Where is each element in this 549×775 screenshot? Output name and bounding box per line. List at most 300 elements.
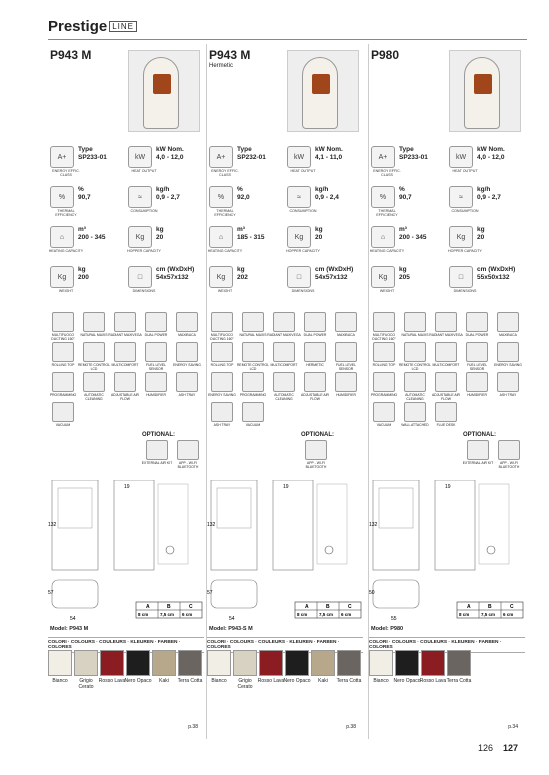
spec-caption: HEATING CAPACITY bbox=[207, 249, 243, 253]
hop-icon: Kg bbox=[449, 226, 473, 248]
feature-label: HUMIDIFIER bbox=[146, 393, 166, 397]
spec-label: m³ bbox=[78, 226, 86, 233]
spec-value: 92,0 bbox=[237, 193, 250, 201]
spec-type bbox=[369, 146, 447, 184]
feature-item bbox=[172, 312, 202, 342]
spec-type bbox=[48, 146, 126, 184]
feature-icon bbox=[145, 342, 167, 362]
feature-icon bbox=[373, 372, 395, 392]
feature-icon bbox=[52, 312, 74, 332]
spec-heat bbox=[369, 226, 447, 264]
feature-label: ENERGY SAVING bbox=[173, 363, 201, 367]
color-swatch bbox=[447, 650, 471, 676]
feature-icon bbox=[497, 372, 519, 392]
feature-item bbox=[400, 402, 430, 432]
feature-label: MAXIBUCA bbox=[178, 333, 196, 337]
feature-icon bbox=[242, 312, 264, 332]
spec-heat bbox=[48, 226, 126, 264]
color-swatch bbox=[207, 650, 231, 676]
feature-icon bbox=[211, 372, 233, 392]
spec-value: 0,9 - 2,7 bbox=[477, 193, 501, 201]
dim-a-value: 8 cm bbox=[459, 612, 470, 617]
feature-item bbox=[369, 312, 399, 342]
feature-item bbox=[172, 372, 202, 402]
product-column bbox=[368, 44, 524, 739]
feature-label: RADIANT MAXIVEGA bbox=[429, 333, 463, 337]
color-name: Grigio Cerato bbox=[237, 678, 253, 690]
model-drawing-label: Model: P980 bbox=[371, 626, 404, 632]
feature-icon bbox=[273, 342, 295, 362]
fire-window bbox=[474, 74, 492, 94]
feature-item bbox=[400, 342, 430, 372]
spec-hop bbox=[447, 226, 525, 264]
feature-icon bbox=[373, 342, 395, 362]
spec-value: 4,0 - 12,0 bbox=[156, 153, 184, 161]
optional-item bbox=[142, 440, 172, 470]
feature-icon bbox=[211, 402, 233, 422]
spec-caption: HEATING CAPACITY bbox=[48, 249, 84, 253]
feature-label: ROLLING TOP bbox=[210, 363, 234, 367]
spec-label: cm (WxDxH) bbox=[315, 266, 354, 273]
dim-height: 132 bbox=[48, 522, 57, 528]
svg-text:A: A bbox=[305, 604, 309, 610]
spec-label: kg/h bbox=[315, 186, 329, 193]
product-column bbox=[48, 44, 204, 739]
spec-value: 20 bbox=[156, 233, 164, 241]
feature-label: MULTIFUOCO DUCTING 160° bbox=[210, 333, 234, 341]
type-icon: A+ bbox=[371, 146, 395, 168]
feature-item bbox=[207, 402, 237, 432]
spec-label: m³ bbox=[399, 226, 407, 233]
type-icon: A+ bbox=[50, 146, 74, 168]
feature-label: RADIANT MAXIVEGA bbox=[108, 333, 142, 337]
spec-weight bbox=[207, 266, 285, 304]
dim-c-value: 6 cm bbox=[503, 612, 514, 617]
color-swatch bbox=[311, 650, 335, 676]
weight-icon: Kg bbox=[371, 266, 395, 288]
feature-label: AUTOMATIC CLEANING bbox=[84, 393, 104, 401]
optional-label: OPTIONAL: bbox=[142, 432, 175, 438]
spec-caption: HEATING CAPACITY bbox=[369, 249, 405, 253]
spec-kw bbox=[447, 146, 525, 184]
spec-value: SP232-01 bbox=[237, 153, 266, 161]
feature-label: PROGRAMMING bbox=[370, 393, 398, 397]
eff-icon: % bbox=[371, 186, 395, 208]
hop-icon: Kg bbox=[128, 226, 152, 248]
eff-icon: % bbox=[50, 186, 74, 208]
weight-icon: Kg bbox=[209, 266, 233, 288]
optional-icon bbox=[146, 440, 168, 460]
spec-value: 54x57x132 bbox=[315, 273, 348, 281]
product-column bbox=[206, 44, 362, 739]
dim-a-value: 8 cm bbox=[138, 612, 149, 617]
feature-label: ASH TRAY bbox=[178, 393, 196, 397]
optional-item bbox=[463, 440, 493, 470]
optional-item-label: EXTERNAL AIR KIT bbox=[141, 461, 173, 465]
optional-item bbox=[301, 440, 331, 470]
spec-caption: HEAT OUTPUT bbox=[290, 169, 316, 173]
color-name: Rosso Lava bbox=[98, 678, 126, 684]
svg-text:C: C bbox=[510, 604, 514, 610]
feature-label: REMOTE CONTROL LCD bbox=[398, 363, 432, 371]
feature-item bbox=[331, 342, 361, 372]
feature-item bbox=[207, 342, 237, 372]
feature-label: MULTICOMFORT bbox=[432, 363, 460, 367]
feature-label: RADIANT MAXIVEGA bbox=[267, 333, 301, 337]
stove-photo bbox=[449, 50, 521, 132]
dim-top: 19 bbox=[124, 484, 130, 490]
dim-depth: 50 bbox=[369, 590, 375, 596]
dim-depth: 57 bbox=[48, 590, 54, 596]
spec-cons bbox=[126, 186, 204, 224]
spec-label: kg bbox=[315, 226, 323, 233]
feature-item bbox=[238, 342, 268, 372]
feature-icon bbox=[373, 312, 395, 332]
feature-item bbox=[493, 342, 523, 372]
feature-item bbox=[79, 312, 109, 342]
spec-value: 200 - 345 bbox=[78, 233, 106, 241]
color-swatch bbox=[395, 650, 419, 676]
spec-label: kW Nom. bbox=[156, 146, 184, 153]
feature-icon bbox=[404, 402, 426, 422]
spec-cons bbox=[285, 186, 363, 224]
feature-icon bbox=[211, 342, 233, 362]
feature-item bbox=[493, 312, 523, 342]
page-number-left: 126 bbox=[478, 743, 494, 753]
spec-value: 20 bbox=[315, 233, 323, 241]
spec-label: % bbox=[78, 186, 84, 193]
feature-icon bbox=[52, 372, 74, 392]
spec-label: cm (WxDxH) bbox=[477, 266, 516, 273]
feature-icon bbox=[435, 312, 457, 332]
feature-item bbox=[462, 342, 492, 372]
stove-body bbox=[464, 57, 500, 129]
feature-label: MULTIFUOCO DUCTING 160° bbox=[372, 333, 396, 341]
feature-item bbox=[300, 372, 330, 402]
spec-kw bbox=[285, 146, 363, 184]
color-name: Bianco bbox=[52, 678, 68, 684]
feature-label: DUAL POWER bbox=[303, 333, 327, 337]
svg-text:B: B bbox=[488, 604, 492, 610]
feature-item bbox=[431, 372, 461, 402]
eff-icon: % bbox=[209, 186, 233, 208]
spec-value: 205 bbox=[399, 273, 410, 281]
feature-label: REMOTE CONTROL LCD bbox=[236, 363, 270, 371]
dim-icon: □ bbox=[128, 266, 152, 288]
header-rule bbox=[48, 39, 527, 40]
feature-label: FUEL LEVEL SENSOR bbox=[145, 363, 167, 371]
svg-text:B: B bbox=[326, 604, 330, 610]
feature-item bbox=[238, 402, 268, 432]
feature-item bbox=[269, 342, 299, 372]
spec-caption: THERMAL EFFICIENCY bbox=[376, 209, 398, 217]
brand-line-tag: LINE bbox=[109, 21, 137, 32]
color-swatch bbox=[259, 650, 283, 676]
heat-icon: ⌂ bbox=[209, 226, 233, 248]
spec-caption: THERMAL EFFICIENCY bbox=[55, 209, 77, 217]
spec-label: cm (WxDxH) bbox=[156, 266, 195, 273]
spec-caption: THERMAL EFFICIENCY bbox=[214, 209, 236, 217]
kw-icon: kW bbox=[449, 146, 473, 168]
model-title: P943 M bbox=[209, 48, 251, 62]
spec-value: SP233-01 bbox=[399, 153, 428, 161]
colors-label: COLORI · COLOURS · COULEURS · KLEUREN · FARBEN · COLORES bbox=[48, 637, 204, 653]
feature-item bbox=[48, 402, 78, 432]
color-swatch bbox=[233, 650, 257, 676]
cons-icon: ≈ bbox=[449, 186, 473, 208]
feature-label: PROGRAMMING bbox=[239, 393, 267, 397]
spec-label: kg bbox=[237, 266, 245, 273]
feature-label: ENERGY SAVING bbox=[494, 363, 522, 367]
model-drawing-label: Model: P943-S M bbox=[209, 626, 253, 632]
stove-photo bbox=[287, 50, 359, 132]
color-swatch bbox=[126, 650, 150, 676]
feature-label: DUAL POWER bbox=[144, 333, 168, 337]
feature-item bbox=[300, 342, 330, 372]
feature-icon bbox=[114, 372, 136, 392]
spec-value: 55x50x132 bbox=[477, 273, 510, 281]
feature-item bbox=[110, 312, 140, 342]
feature-label: ROLLING TOP bbox=[372, 363, 396, 367]
feature-icon bbox=[304, 312, 326, 332]
feature-item bbox=[300, 312, 330, 342]
spec-caption: DIMENSIONS bbox=[291, 289, 315, 293]
color-name: Kaki bbox=[318, 678, 328, 684]
feature-icon bbox=[335, 312, 357, 332]
feature-label: NATURAL MAXIS bbox=[401, 333, 429, 337]
dim-width: 54 bbox=[229, 616, 235, 622]
page-reference: p.34 bbox=[508, 724, 518, 730]
feature-item bbox=[431, 342, 461, 372]
spec-caption: WEIGHT bbox=[379, 289, 395, 293]
spec-type bbox=[207, 146, 285, 184]
feature-label: AUTOMATIC CLEANING bbox=[274, 393, 294, 401]
spec-label: Type bbox=[237, 146, 252, 153]
spec-label: % bbox=[399, 186, 405, 193]
dim-width: 55 bbox=[391, 616, 397, 622]
feature-icon bbox=[211, 312, 233, 332]
feature-label: NATURAL MAXIS bbox=[80, 333, 108, 337]
spec-caption: HOPPER CAPACITY bbox=[127, 249, 161, 253]
feature-label: HERMETIC bbox=[306, 363, 324, 367]
spec-caption: DIMENSIONS bbox=[453, 289, 477, 293]
spec-label: kg bbox=[477, 226, 485, 233]
feature-item bbox=[79, 372, 109, 402]
spec-value: 202 bbox=[237, 273, 248, 281]
spec-heat bbox=[207, 226, 285, 264]
feature-icon bbox=[242, 342, 264, 362]
feature-label: VACUUM bbox=[245, 423, 261, 427]
spec-label: % bbox=[237, 186, 243, 193]
feature-item bbox=[369, 402, 399, 432]
optional-item-label: APP - WI-FI BLUETOOTH bbox=[305, 461, 327, 469]
spec-value: 90,7 bbox=[399, 193, 412, 201]
feature-item bbox=[79, 342, 109, 372]
feature-icon bbox=[114, 342, 136, 362]
feature-icon bbox=[373, 402, 395, 422]
dim-b-value: 7,5 cm bbox=[160, 612, 175, 617]
feature-item bbox=[462, 312, 492, 342]
spec-dim bbox=[447, 266, 525, 304]
spec-caption: ENERGY EFFIC. CLASS bbox=[52, 169, 80, 177]
spec-value: 200 bbox=[78, 273, 89, 281]
color-name: Nero Opaco bbox=[124, 678, 152, 684]
spec-value: 20 bbox=[477, 233, 485, 241]
feature-item bbox=[269, 312, 299, 342]
feature-icon bbox=[242, 402, 264, 422]
spec-value: 185 - 315 bbox=[237, 233, 265, 241]
spec-value: 4,0 - 12,0 bbox=[477, 153, 505, 161]
spec-label: Type bbox=[399, 146, 414, 153]
feature-icon bbox=[466, 342, 488, 362]
feature-icon bbox=[176, 342, 198, 362]
feature-item bbox=[431, 312, 461, 342]
feature-label: FLUE DESK bbox=[436, 423, 456, 427]
feature-icon bbox=[304, 342, 326, 362]
spec-label: kg bbox=[399, 266, 407, 273]
feature-label: FUEL LEVEL SENSOR bbox=[335, 363, 357, 371]
feature-icon bbox=[52, 342, 74, 362]
spec-cons bbox=[447, 186, 525, 224]
spec-eff bbox=[369, 186, 447, 224]
feature-item bbox=[400, 372, 430, 402]
feature-item bbox=[462, 372, 492, 402]
spec-hop bbox=[126, 226, 204, 264]
feature-icon bbox=[83, 372, 105, 392]
spec-value: 4,1 - 11,0 bbox=[315, 153, 343, 161]
colors-label: COLORI · COLOURS · COULEURS · KLEUREN · FARBEN · COLORES bbox=[369, 637, 525, 653]
feature-icon bbox=[176, 312, 198, 332]
feature-item bbox=[141, 372, 171, 402]
feature-icon bbox=[435, 372, 457, 392]
feature-item bbox=[110, 372, 140, 402]
colors-label: COLORI · COLOURS · COULEURS · KLEUREN · FARBEN · COLORES bbox=[207, 637, 363, 653]
dimension-drawing bbox=[207, 480, 363, 640]
feature-label: ADJUSTABLE AIR FLOW bbox=[300, 393, 329, 401]
svg-text:C: C bbox=[189, 604, 193, 610]
fire-window bbox=[312, 74, 330, 94]
dimension-drawing bbox=[369, 480, 525, 640]
feature-item bbox=[331, 372, 361, 402]
feature-icon bbox=[404, 372, 426, 392]
feature-item bbox=[141, 312, 171, 342]
feature-icon bbox=[83, 312, 105, 332]
feature-icon bbox=[114, 312, 136, 332]
feature-item bbox=[48, 342, 78, 372]
feature-icon bbox=[435, 342, 457, 362]
spec-caption: CONSUMPTION bbox=[451, 209, 479, 213]
feature-icon bbox=[176, 372, 198, 392]
feature-item bbox=[369, 342, 399, 372]
feature-icon bbox=[145, 372, 167, 392]
feature-item bbox=[207, 372, 237, 402]
optional-icon bbox=[305, 440, 327, 460]
page-reference: p.38 bbox=[346, 724, 356, 730]
feature-label: AUTOMATIC CLEANING bbox=[405, 393, 425, 401]
spec-caption: HOPPER CAPACITY bbox=[448, 249, 482, 253]
feature-label: MAXIBUCA bbox=[337, 333, 355, 337]
stove-photo bbox=[128, 50, 200, 132]
spec-caption: HEAT OUTPUT bbox=[131, 169, 157, 173]
stove-body bbox=[302, 57, 338, 129]
model-subtitle: Hermetic bbox=[209, 63, 234, 69]
dim-top: 19 bbox=[445, 484, 451, 490]
color-swatch bbox=[100, 650, 124, 676]
spec-caption: WEIGHT bbox=[58, 289, 74, 293]
feature-label: NATURAL MAXIS bbox=[239, 333, 267, 337]
feature-item bbox=[431, 402, 461, 432]
dim-top: 19 bbox=[283, 484, 289, 490]
spec-caption: HEAT OUTPUT bbox=[452, 169, 478, 173]
spec-weight bbox=[369, 266, 447, 304]
feature-label: MULTIFUOCO DUCTING 160° bbox=[51, 333, 75, 341]
spec-label: kg bbox=[156, 226, 164, 233]
color-name: Terra Cotta bbox=[177, 678, 203, 684]
stove-body bbox=[143, 57, 179, 129]
dimension-drawing bbox=[48, 480, 204, 640]
model-title: P943 M bbox=[50, 48, 92, 62]
color-name: Rosso Lava bbox=[419, 678, 447, 684]
spec-caption: HOPPER CAPACITY bbox=[286, 249, 320, 253]
feature-item bbox=[331, 312, 361, 342]
feature-icon bbox=[273, 372, 295, 392]
color-swatch bbox=[74, 650, 98, 676]
dim-height: 132 bbox=[369, 522, 378, 528]
spec-label: kW Nom. bbox=[315, 146, 343, 153]
spec-caption: WEIGHT bbox=[217, 289, 233, 293]
color-name: Nero Opaco bbox=[393, 678, 421, 684]
optional-icon bbox=[467, 440, 489, 460]
type-icon: A+ bbox=[209, 146, 233, 168]
feature-item bbox=[493, 372, 523, 402]
optional-item-label: EXTERNAL AIR KIT bbox=[462, 461, 494, 465]
feature-icon bbox=[52, 402, 74, 422]
feature-icon bbox=[497, 312, 519, 332]
dim-b-value: 7,5 cm bbox=[319, 612, 334, 617]
feature-label: ASH TRAY bbox=[213, 423, 231, 427]
spec-value: 200 - 345 bbox=[399, 233, 427, 241]
weight-icon: Kg bbox=[50, 266, 74, 288]
feature-icon bbox=[497, 342, 519, 362]
feature-label: HUMIDIFIER bbox=[467, 393, 487, 397]
spec-value: 0,9 - 2,7 bbox=[156, 193, 180, 201]
feature-label: WALL ATTACHED bbox=[401, 423, 429, 427]
feature-icon bbox=[145, 312, 167, 332]
svg-text:B: B bbox=[167, 604, 171, 610]
feature-label: ROLLING TOP bbox=[51, 363, 75, 367]
color-swatch bbox=[369, 650, 393, 676]
optional-icon bbox=[177, 440, 199, 460]
feature-label: ASH TRAY bbox=[499, 393, 517, 397]
spec-value: 54x57x132 bbox=[156, 273, 189, 281]
feature-item bbox=[110, 342, 140, 372]
feature-item bbox=[172, 342, 202, 372]
feature-label: VACUUM bbox=[376, 423, 392, 427]
spec-dim bbox=[126, 266, 204, 304]
color-name: Terra Cotta bbox=[336, 678, 362, 684]
feature-item bbox=[369, 372, 399, 402]
feature-label: PROGRAMMING bbox=[49, 393, 77, 397]
spec-hop bbox=[285, 226, 363, 264]
spec-label: kg/h bbox=[156, 186, 170, 193]
optional-label: OPTIONAL: bbox=[463, 432, 496, 438]
svg-text:C: C bbox=[348, 604, 352, 610]
optional-icon bbox=[498, 440, 520, 460]
feature-item bbox=[207, 312, 237, 342]
feature-icon bbox=[273, 312, 295, 332]
feature-label: FUEL LEVEL SENSOR bbox=[466, 363, 488, 371]
color-swatch bbox=[337, 650, 361, 676]
